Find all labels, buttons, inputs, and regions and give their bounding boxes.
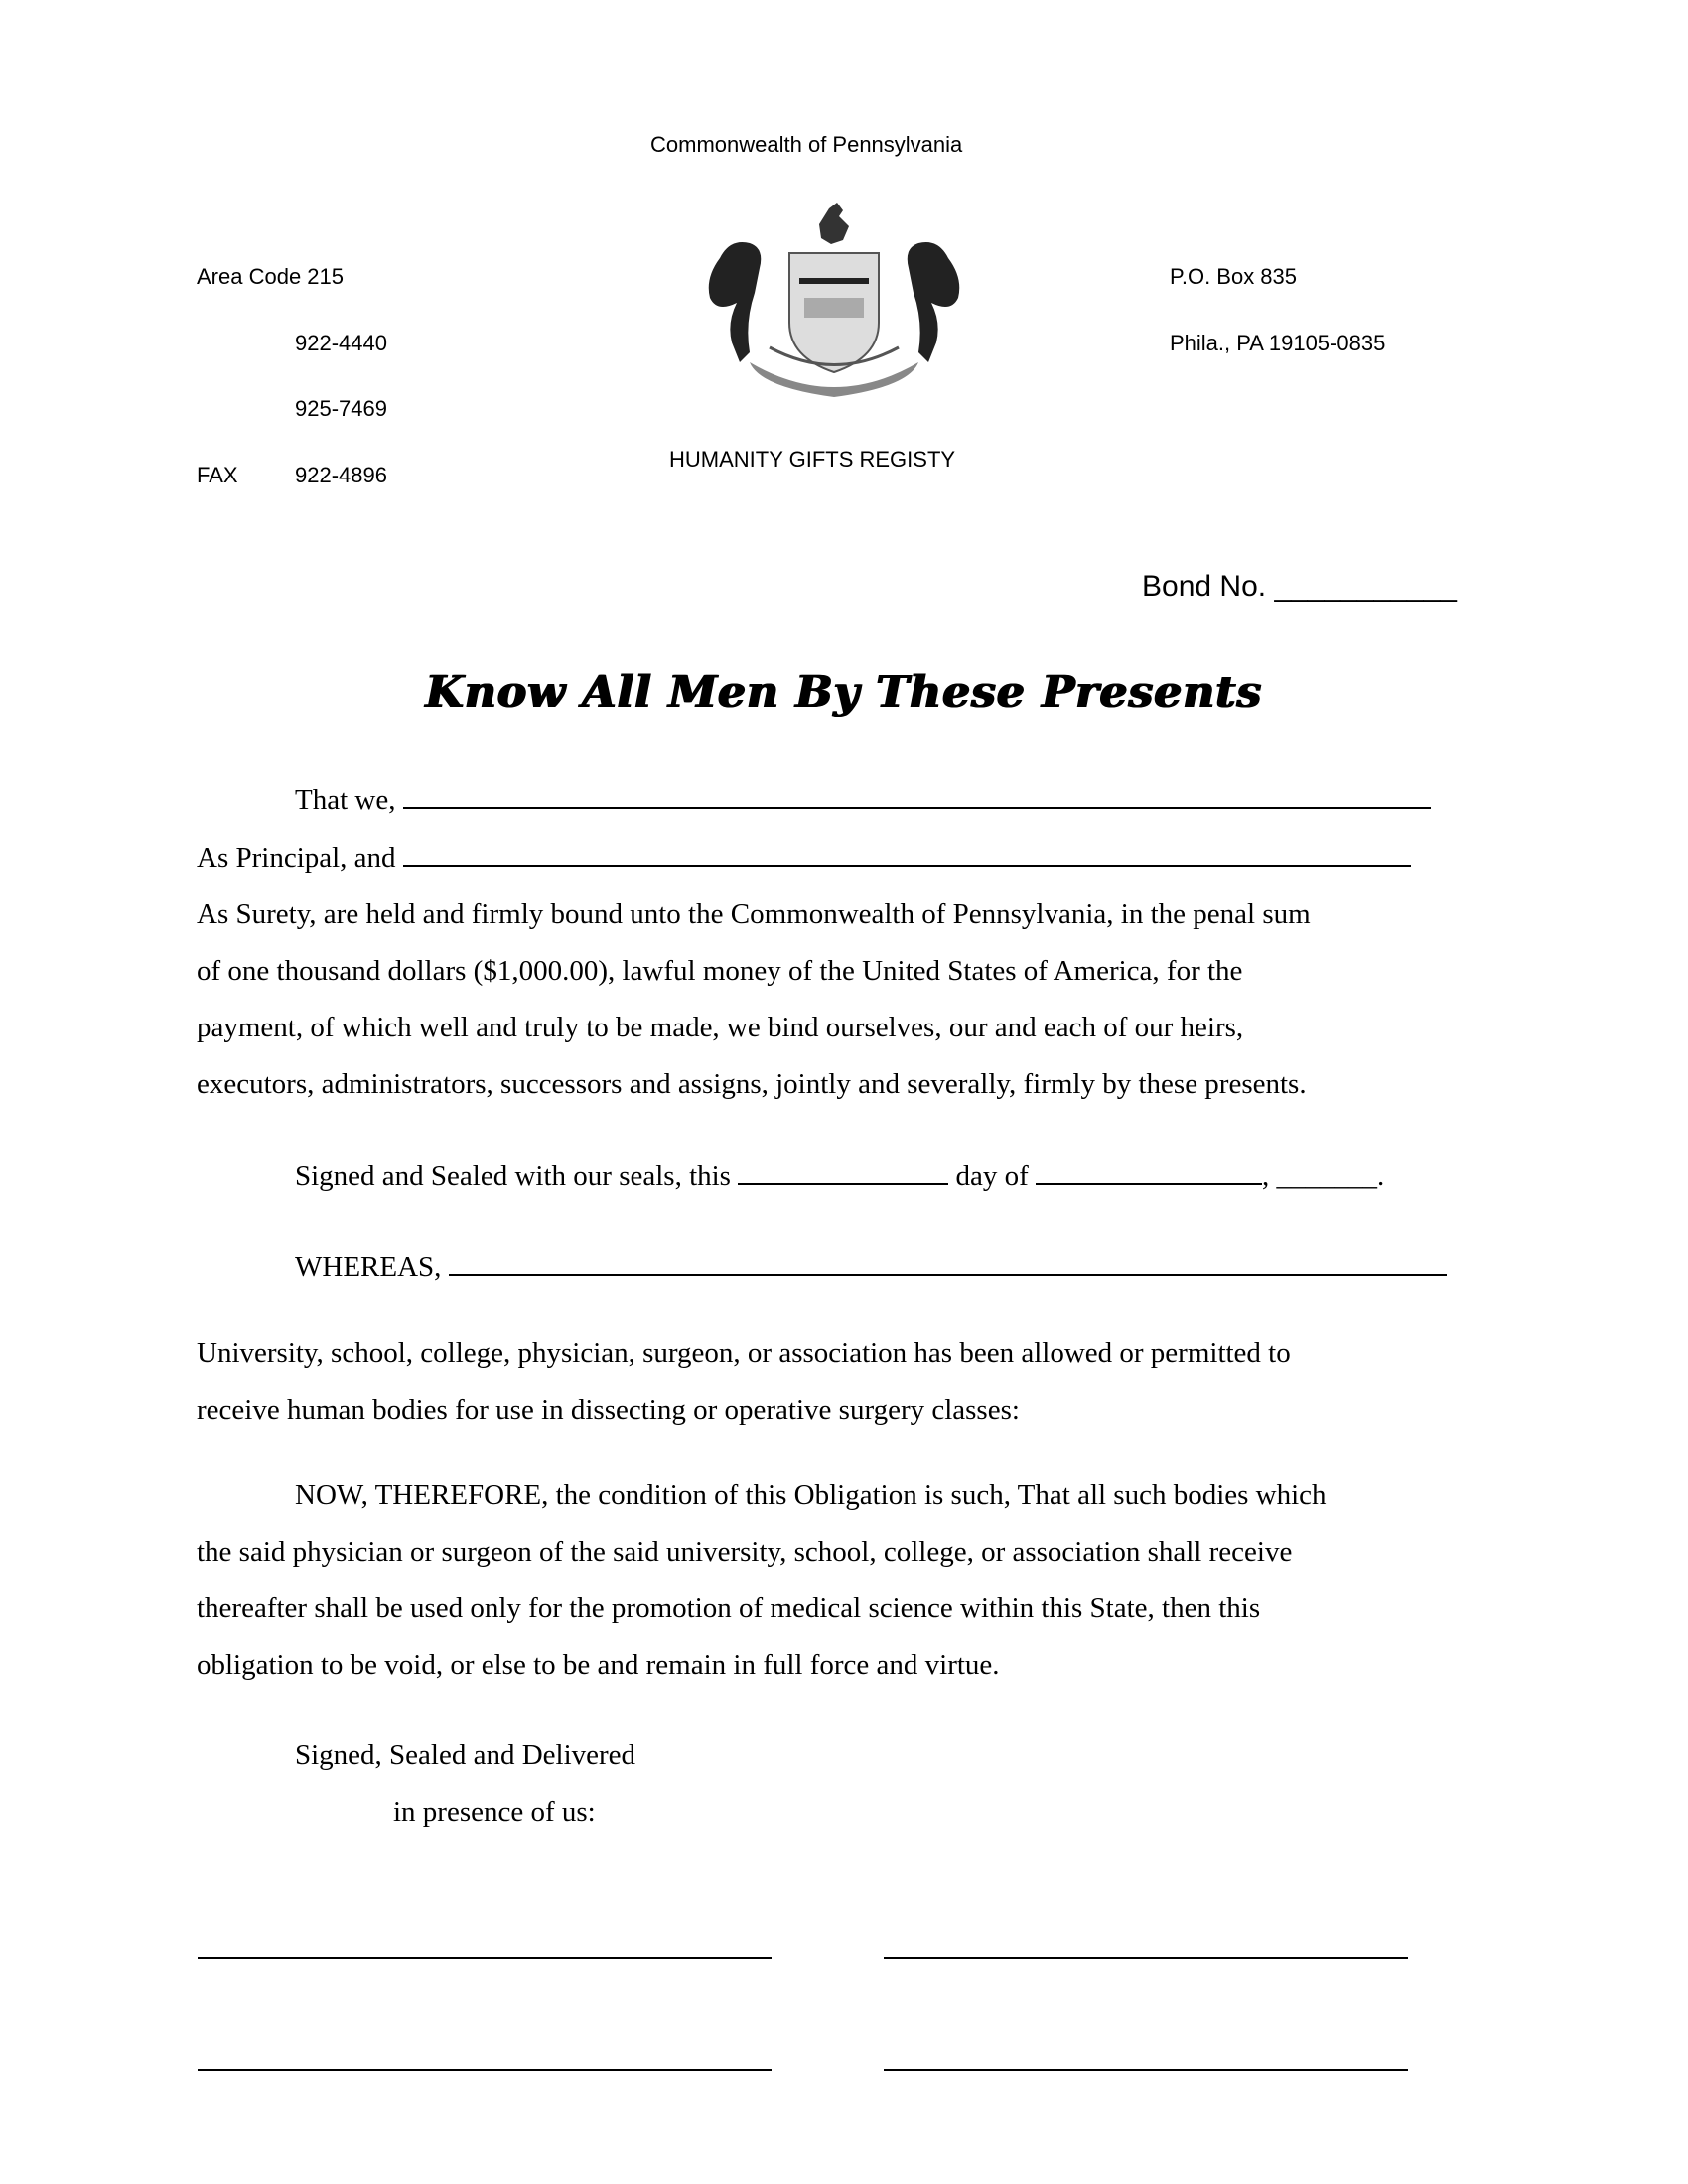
surety-line-2: of one thousand dollars ($1,000.00), lawful money of the United States of America, for the: [197, 955, 1243, 987]
bond-number: [1142, 570, 1457, 604]
university-paragraph: [197, 1325, 1291, 1438]
now-therefore-paragraph: [197, 1467, 1327, 1694]
university-line-2: receive human bodies for use in dissecting or operative surgery classes:: [197, 1394, 1020, 1426]
that-we-label: That we,: [295, 784, 396, 816]
that-we-line: [295, 772, 1431, 829]
day-field[interactable]: [738, 1160, 948, 1185]
pennsylvania-seal-icon: [690, 199, 978, 412]
witness-signature-line-2[interactable]: [198, 2069, 772, 2071]
surety-name-field[interactable]: [403, 841, 1411, 867]
in-presence: in presence of us:: [393, 1796, 596, 1828]
now-therefore-line-2: the said physician or surgeon of the said university, school, college, or association shall receive: [197, 1536, 1293, 1568]
area-code: Area Code 215: [197, 264, 344, 289]
now-therefore-line-1: NOW, THEREFORE, the condition of this Obligation is such, That all such bodies which: [295, 1479, 1327, 1511]
party-signature-line-1[interactable]: [884, 1957, 1408, 1959]
fax-number: 922-4896: [295, 463, 387, 487]
whereas-field[interactable]: [449, 1250, 1447, 1276]
signed-delivered: Signed, Sealed and Delivered: [295, 1739, 636, 1771]
surety-line-1: As Surety, are held and firmly bound unto the Commonwealth of Pennsylvania, in the penal sum: [197, 898, 1311, 930]
document-title: Know All Men By These Presents: [425, 667, 1263, 718]
day-of-label: day of: [955, 1160, 1029, 1192]
principal-name-field[interactable]: [403, 783, 1431, 809]
city-line: Phila., PA 19105-0835: [1170, 331, 1386, 355]
phone-2: 925-7469: [295, 396, 387, 421]
agency-name: Commonwealth of Pennsylvania: [650, 132, 963, 157]
month-field[interactable]: [1036, 1160, 1262, 1185]
whereas-label: WHEREAS,: [295, 1251, 442, 1283]
now-therefore-line-3: thereafter shall be used only for the promotion of medical science within this State, then this: [197, 1592, 1261, 1624]
surety-line-3: payment, of which well and truly to be made, we bind ourselves, our and each of our heirs,: [197, 1012, 1244, 1043]
witness-signature-line-1[interactable]: [198, 1957, 772, 1959]
year-field[interactable]: , _______.: [1262, 1160, 1385, 1192]
signed-sealed-line: [295, 1149, 1384, 1205]
principal-line: [197, 830, 1411, 887]
university-line-1: University, school, college, physician, surgeon, or association has been allowed or permitted to: [197, 1337, 1291, 1369]
now-therefore-line-4: obligation to be void, or else to be and remain in full force and virtue.: [197, 1649, 1000, 1681]
party-signature-line-2[interactable]: [884, 2069, 1408, 2071]
phone-1: 922-4440: [295, 331, 387, 355]
registry-name: HUMANITY GIFTS REGISTY: [669, 447, 956, 472]
surety-paragraph: [197, 887, 1311, 1113]
po-box: P.O. Box 835: [1170, 264, 1298, 289]
signed-sealed-prefix: Signed and Sealed with our seals, this: [295, 1160, 731, 1192]
surety-line-4: executors, administrators, successors and assigns, jointly and severally, firmly by these presents.: [197, 1068, 1307, 1100]
principal-label: As Principal, and: [197, 842, 396, 874]
bond-number-field[interactable]: ___________: [1274, 570, 1457, 603]
bond-number-label: Bond No.: [1142, 570, 1267, 603]
whereas-line: [295, 1239, 1447, 1296]
fax-label: FAX: [197, 463, 238, 487]
